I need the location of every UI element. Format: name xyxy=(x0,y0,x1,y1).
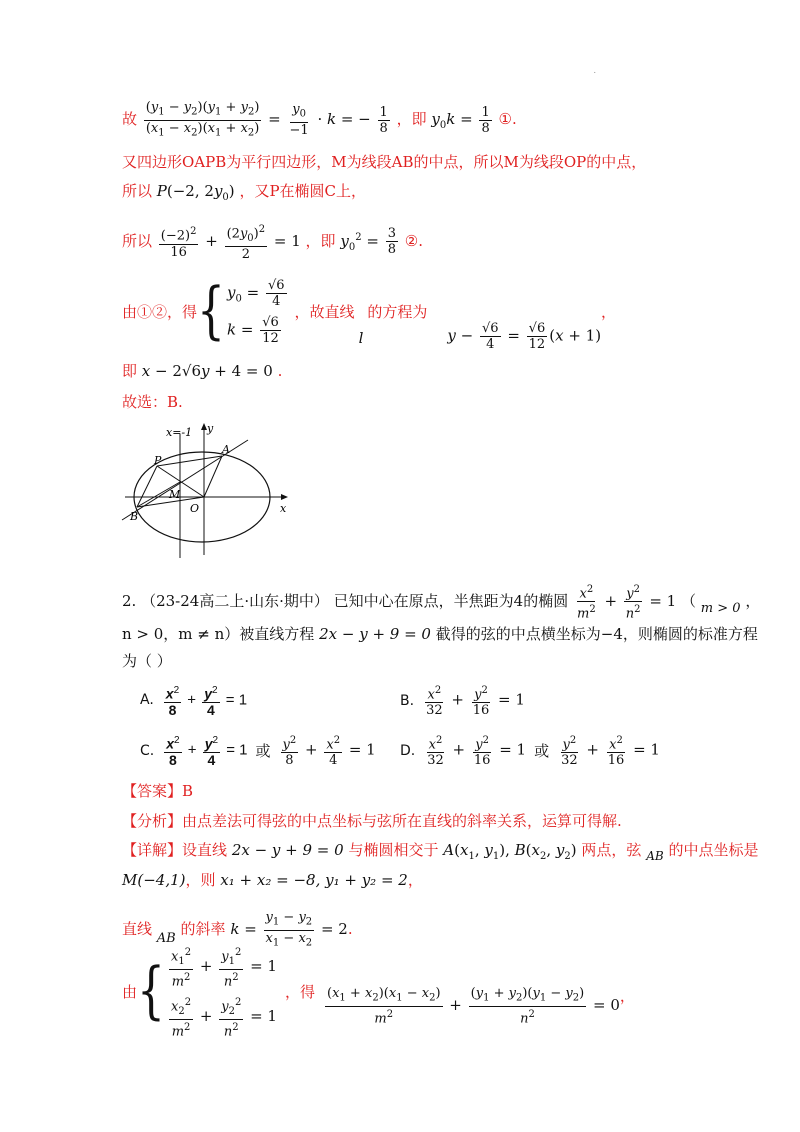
question-2-line-2 xyxy=(122,624,758,644)
text-you-12: 由①②，得 xyxy=(122,303,198,321)
derivation-line-5: 由①②，得 { $y_0$ = $\frac{√6}{4}$ k = $\frac{√6}{12}$ ，故直线 l 的方程为 y − $\frac{√6}{4}$ = $\frac{√6}{12}$ (x + 1) ， xyxy=(122,275,617,352)
analysis-tag: 【分析】 xyxy=(122,812,183,830)
label-y: y xyxy=(207,422,214,435)
label-M: M xyxy=(169,488,181,501)
derivation-line-4: 所以 $\frac{(-2)^2}{16}$ + $\frac{(2y_0)^2}{2}$ = 1 ，即 $y_0^2$ = $\frac{3}{8}$ ②. xyxy=(122,224,423,262)
sys-text-you: 由 xyxy=(122,983,138,1001)
derivation-line-6: 即 x − 2√6y + 4 = 0 . xyxy=(122,362,283,380)
question-paren-open: （ xyxy=(680,591,696,610)
option-d-or: 或 xyxy=(534,742,550,761)
question-text-b: 截得的弦的中点横坐标为−4，则椭圆的标准方程 xyxy=(435,625,758,643)
text-ji-2: ，即 xyxy=(305,231,336,250)
question-2-line-1: 2. （23-24高二上·山东·期中） 已知中心在原点，半焦距为4的椭圆 $\frac{x^2}{m^2}$ + $\frac{y^2}{n^2}$ = 1 （ m > 0 ， xyxy=(122,584,761,622)
detail-ab: AB xyxy=(646,849,664,863)
question-source: （23-24高二上·山东·期中） xyxy=(141,591,329,610)
option-a[interactable]: A. $\frac{x^2}{8}$ + $\frac{y^2}{4}$ = 1 xyxy=(140,685,248,718)
sys-text-comma: ， xyxy=(619,987,635,1005)
question-2-line-3: 为（ ） xyxy=(122,652,172,670)
option-a-label: A. xyxy=(140,692,154,709)
slope-line: 直线 AB 的斜率 k = $\frac{y_1 - y_2}{x_1 - x_2}$ = 2. xyxy=(122,910,353,949)
sum-relations: x₁ + x₂ = −8, y₁ + y₂ = 2 xyxy=(220,871,408,889)
detail-line-equation: 2x − y + 9 = 0 xyxy=(231,841,344,859)
text-circle-1: ①. xyxy=(498,110,517,129)
brace-symbol-2: { xyxy=(137,955,166,1027)
option-b-label: B. xyxy=(400,692,415,709)
answer-tag: 【答案】 xyxy=(122,782,183,800)
derivation-line-3: 所以 P(−2, $2y_0$) ，又P在椭圆C上， xyxy=(122,182,367,203)
condition-m: m > 0 xyxy=(700,600,741,616)
line-l-symbol: l xyxy=(358,329,364,347)
analysis-block xyxy=(122,811,622,831)
text-gu-zhixian: ，故直线 xyxy=(294,303,355,321)
brace-symbol: { xyxy=(197,275,226,347)
analysis-text: 由点差法可得弦的中点坐标与弦所在直线的斜率关系，运算可得解. xyxy=(182,812,622,830)
slope-text-c: 的斜率 xyxy=(180,920,226,939)
option-d-label: D. xyxy=(400,742,416,759)
question-number: 2. xyxy=(122,591,137,610)
slope-ab: AB xyxy=(156,931,176,947)
label-x-eq-minus-1: x=-1 xyxy=(166,426,193,439)
detail-text-c: 两点，弦 xyxy=(581,841,642,859)
slope-text-a: 直线 xyxy=(122,920,153,939)
system-ellipse-points: $\frac{x_1^2}{m^2}$ + $\frac{y_1^2}{n^2}$ = 1 $\frac{x_2^2}{m^2}$ + $\frac{y_2^2}{n^2}$ = 1 xyxy=(171,946,277,1040)
system-line: 由 { $\frac{x_1^2}{m^2}$ + $\frac{y_1^2}{n^2}$ = 1 $\frac{x_2^2}{m^2}$ + $\frac{y_2^2}{n^2}$ = 1 ，得 $\frac{(x_1 + x_2)(x_1 - x_2)}{m^2}$ + $\frac{(y_1 + y_2)(y_1 - y_2)}{n^2}$ = 0 ， xyxy=(122,946,635,1040)
text-period: . xyxy=(277,362,283,380)
x-axis-arrow xyxy=(281,494,288,500)
detail-line-1: 【详解】设直线 2x − y + 9 = 0 与椭圆相交于 $A(x_1$, $y_1$), $B(x_2$, $y_2$) 两点，弦 $_{AB}$ 的中点坐标是 xyxy=(122,841,759,863)
question-comma: ， xyxy=(745,591,761,610)
detail-text-b: 与椭圆相交于 xyxy=(348,841,439,859)
header-mark: . xyxy=(593,66,596,75)
label-B: B xyxy=(130,510,139,523)
option-c[interactable]: C. $\frac{x^2}{8}$ + $\frac{y^2}{4}$ = 1 或 $\frac{y^2}{8}$ + $\frac{x^2}{4}$ = 1 xyxy=(140,735,376,769)
ellipse-equation: $\frac{x^2}{m^2}$ xyxy=(576,584,596,622)
detail-text-d: 的中点坐标是 xyxy=(668,841,759,859)
option-c-or: 或 xyxy=(255,742,271,761)
label-P: P xyxy=(154,454,162,467)
question-conditions: n > 0，m ≠ n）被直线方程 xyxy=(122,625,315,643)
text-circle-2: ②. xyxy=(404,231,423,250)
option-c-label: C. xyxy=(140,742,155,759)
option-d[interactable]: D. $\frac{x^2}{32}$ + $\frac{y^2}{16}$ = 1 或 $\frac{y^2}{32}$ + $\frac{x^2}{16}$ = 1 xyxy=(400,735,660,769)
mid-text-b: ，则 xyxy=(185,871,216,889)
text-ji-3: 即 xyxy=(122,362,138,380)
question-text-a: 已知中心在原点，半焦距为4的椭圆 xyxy=(333,591,569,610)
derivation-line-2: 又四边形OAPB为平行四边形，M为线段AB的中点，所以M为线段OP的中点， xyxy=(122,153,647,171)
segment-PA xyxy=(157,456,222,466)
system-y0-k: $y_0$ = $\frac{√6}{4}$ k = $\frac{√6}{12}$ xyxy=(227,277,285,347)
detail-tag: 【详解】 xyxy=(122,841,183,859)
sys-text-de: ，得 xyxy=(284,983,315,1001)
text-suoyi: 所以 xyxy=(122,182,153,200)
label-A: A xyxy=(222,443,230,456)
text-p-on-ellipse: ，又P在椭圆C上， xyxy=(239,182,367,200)
mid-text-d: ， xyxy=(407,871,423,889)
answer-block xyxy=(122,781,193,801)
detail-text-a: 设直线 xyxy=(182,841,228,859)
option-b[interactable]: B. $\frac{x^2}{32}$ + $\frac{y^2}{16}$ = 1 xyxy=(400,685,525,719)
text-suoyi-2: 所以 xyxy=(122,231,153,250)
label-O: O xyxy=(190,502,200,515)
text-fangcheng: 的方程为 xyxy=(367,303,428,321)
answer-line: 故选：B. xyxy=(122,393,183,411)
text-gu: 故 xyxy=(122,110,138,129)
slope-text-d: . xyxy=(347,920,353,939)
fraction-diff-ratio: $\frac{(y_1 - y_2)(y_1 + y_2)}{(x_1 - x_2)(x_1 + x_2)}$ xyxy=(145,100,260,139)
detail-line-2 xyxy=(122,870,423,890)
ellipse-figure xyxy=(120,420,295,560)
derivation-line-1: 故 $\frac{(y_1 - y_2)(y_1 + y_2)}{(x_1 - x_2)(x_1 + x_2)}$ = $\frac{y_0}{-1}$ · k = − $\frac{1}{8}$ ，即 $y_0k$ = $\frac{1}{8}$ ①. xyxy=(122,100,517,139)
line-equation: 2x − y + 9 = 0 xyxy=(319,625,431,643)
label-x: x xyxy=(280,502,287,515)
answer-value: B xyxy=(182,782,194,800)
text-ji: ，即 xyxy=(396,110,427,129)
midpoint-M: M(−4,1) xyxy=(122,871,186,889)
